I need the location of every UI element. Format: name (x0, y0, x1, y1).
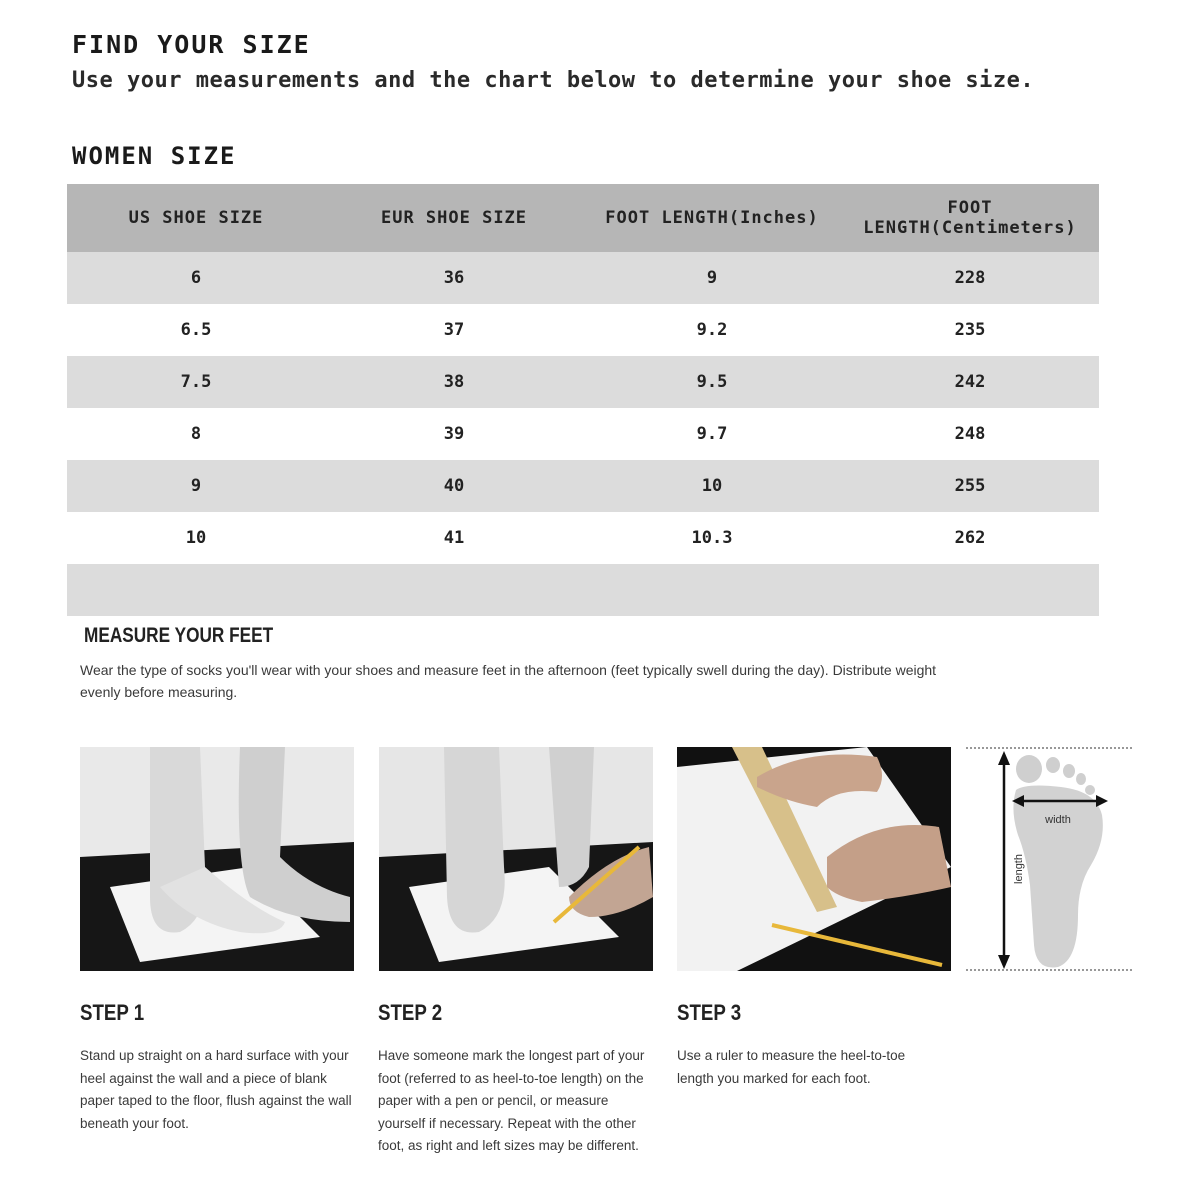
cell-us-size: 6.5 (67, 304, 325, 356)
women-size-title: WOMEN SIZE (72, 142, 237, 170)
foot-diagram (966, 745, 1132, 973)
cell-us-size: 6 (67, 252, 325, 304)
cell-inches: 10 (583, 460, 841, 512)
cell-us-size: 10 (67, 512, 325, 564)
measure-your-feet-title: MEASURE YOUR FEET (84, 624, 274, 647)
column-header-cm: FOOT LENGTH(Centimeters) (841, 184, 1099, 252)
step-2-title: STEP 2 (378, 1000, 443, 1025)
cell-inches: 10.3 (583, 512, 841, 564)
cell-cm: 248 (841, 408, 1099, 460)
foot-icon (1013, 755, 1102, 968)
table-row (67, 356, 1099, 408)
cell-us-size: 7.5 (67, 356, 325, 408)
step-1-text: Stand up straight on a hard surface with your heel against the wall and a piece of blank paper taped to the floor, flush against the wall beneath your foot. (80, 1048, 352, 1131)
cell-eur-size: 39 (325, 408, 583, 460)
step-3-title: STEP 3 (677, 1000, 742, 1025)
table-row (67, 460, 1099, 512)
step-2-text: Have someone mark the longest part of your foot (referred to as heel-to-toe length) on the paper with a pen or pencil, or measure yourself if necessary. Repeat with the other foot, as right and left sizes may be different. (378, 1048, 645, 1153)
cell-us-size: 9 (67, 460, 325, 512)
step-3-photo (677, 747, 951, 971)
cell-eur-size: 38 (325, 356, 583, 408)
table-row (67, 408, 1099, 460)
step-1-photo (80, 747, 354, 971)
cell-cm: 262 (841, 512, 1099, 564)
column-header-eur: EUR SHOE SIZE (325, 184, 583, 252)
cell-cm: 228 (841, 252, 1099, 304)
cell-eur-size: 40 (325, 460, 583, 512)
cell-cm: 255 (841, 460, 1099, 512)
cell-inches: 9.7 (583, 408, 841, 460)
column-header-us: US SHOE SIZE (67, 184, 325, 252)
table-row (67, 252, 1099, 304)
step-1-title: STEP 1 (80, 1000, 145, 1025)
width-label: width (1045, 814, 1071, 826)
size-chart-table (67, 184, 1099, 616)
find-your-size-subtitle: Use your measurements and the chart below to determine your shoe size. (72, 68, 1035, 93)
cell-eur-size: 36 (325, 252, 583, 304)
empty-cell (67, 564, 325, 616)
step-2-photo (379, 747, 653, 971)
table-row (67, 512, 1099, 564)
cell-cm: 235 (841, 304, 1099, 356)
table-row (67, 304, 1099, 356)
cell-us-size: 8 (67, 408, 325, 460)
cell-cm: 242 (841, 356, 1099, 408)
cell-inches: 9.2 (583, 304, 841, 356)
cell-eur-size: 37 (325, 304, 583, 356)
table-row-empty (67, 564, 1099, 616)
find-your-size-title: FIND YOUR SIZE (72, 30, 311, 59)
step-3-text: Use a ruler to measure the heel-to-toe length you marked for each foot. (677, 1048, 906, 1086)
cell-inches: 9 (583, 252, 841, 304)
empty-cell (841, 564, 1099, 616)
length-label: length (1013, 854, 1025, 884)
measure-your-feet-text: Wear the type of socks you'll wear with your shoes and measure feet in the afternoon (feet typically swell during the day). Distribute weight evenly before measuring. (80, 662, 937, 700)
empty-cell (325, 564, 583, 616)
column-header-inches: FOOT LENGTH(Inches) (583, 184, 841, 252)
cell-inches: 9.5 (583, 356, 841, 408)
empty-cell (583, 564, 841, 616)
cell-eur-size: 41 (325, 512, 583, 564)
table-header-row (67, 184, 1099, 252)
